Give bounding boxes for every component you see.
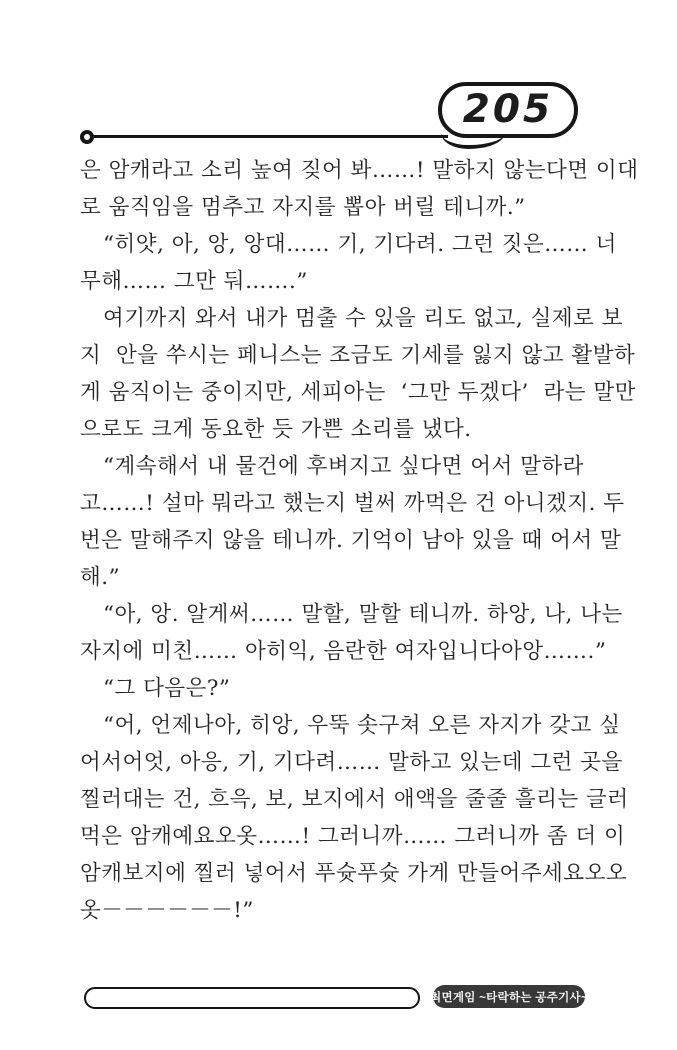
- text-line: “히얏, 아, 앙, 앙대…… 기, 기다려. 그런 짓은…… 너: [103, 232, 617, 257]
- text-line: 자지에 미친…… 아히익, 음란한 여자입니다아앙…….”: [80, 639, 607, 664]
- footer-pill: [84, 987, 420, 1009]
- text-line: 지 안을 쑤시는 페니스는 조금도 기세를 잃지 않고 활발하: [80, 343, 636, 368]
- text-line: 여기까지 와서 내가 멈출 수 있을 리도 없고, 실제로 보: [103, 306, 623, 331]
- text-line: 로 움직임을 멈추고 자지를 뽑아 버릴 테니까.”: [80, 195, 526, 220]
- text-line: 은 암캐라고 소리 높여 짖어 봐……! 말하지 않는다면 이대: [80, 158, 639, 183]
- text-line: 번은 말해주지 않을 테니까. 기억이 남아 있을 때 어서 말: [80, 528, 622, 553]
- text-line: 어서어엇, 아응, 기, 기다려…… 말하고 있는데 그런 곳을: [80, 750, 623, 775]
- text-line: 먹은 암캐예요오옷……! 그러니까…… 그러니까 좀 더 이: [80, 824, 626, 849]
- text-line: 게 움직이는 중이지만, 세피아는 ‘그만 두겠다’ 라는 말만: [80, 380, 636, 405]
- text-line: 무해…… 그만 둬…….”: [80, 269, 308, 294]
- header-rule: [92, 135, 448, 138]
- text-line: “계속해서 내 물건에 후벼지고 싶다면 어서 말하라: [103, 454, 584, 479]
- text-line: 고……! 설마 뭐라고 했는지 벌써 까먹은 건 아니겠지. 두: [80, 491, 625, 516]
- text-line: 암캐보지에 찔러 넣어서 푸슛푸슛 가게 만들어주세요오오: [80, 861, 628, 886]
- page-number: 205: [462, 86, 554, 132]
- text-line: 으로도 크게 동요한 듯 가쁜 소리를 냈다.: [80, 417, 472, 442]
- body-text: [80, 152, 639, 929]
- footer-series-label: 최면게임 ~타락하는 공주기사~: [430, 991, 588, 1004]
- text-line: “그 다음은?”: [103, 676, 231, 701]
- text-line: 해.”: [80, 565, 121, 590]
- footer-series-badge: [430, 985, 588, 1008]
- text-line: 옷－－－－－－!”: [80, 898, 254, 923]
- text-line: “어, 언제나아, 히앙, 우뚝 솟구쳐 오른 자지가 갖고 싶: [103, 713, 621, 738]
- text-line: “아, 앙. 알게써…… 말할, 말할 테니까. 하앙, 나, 나는: [103, 602, 623, 627]
- text-line: 찔러대는 건, 흐윽, 보, 보지에서 애액을 줄줄 흘리는 글러: [80, 787, 629, 812]
- page-number-badge: [438, 82, 578, 138]
